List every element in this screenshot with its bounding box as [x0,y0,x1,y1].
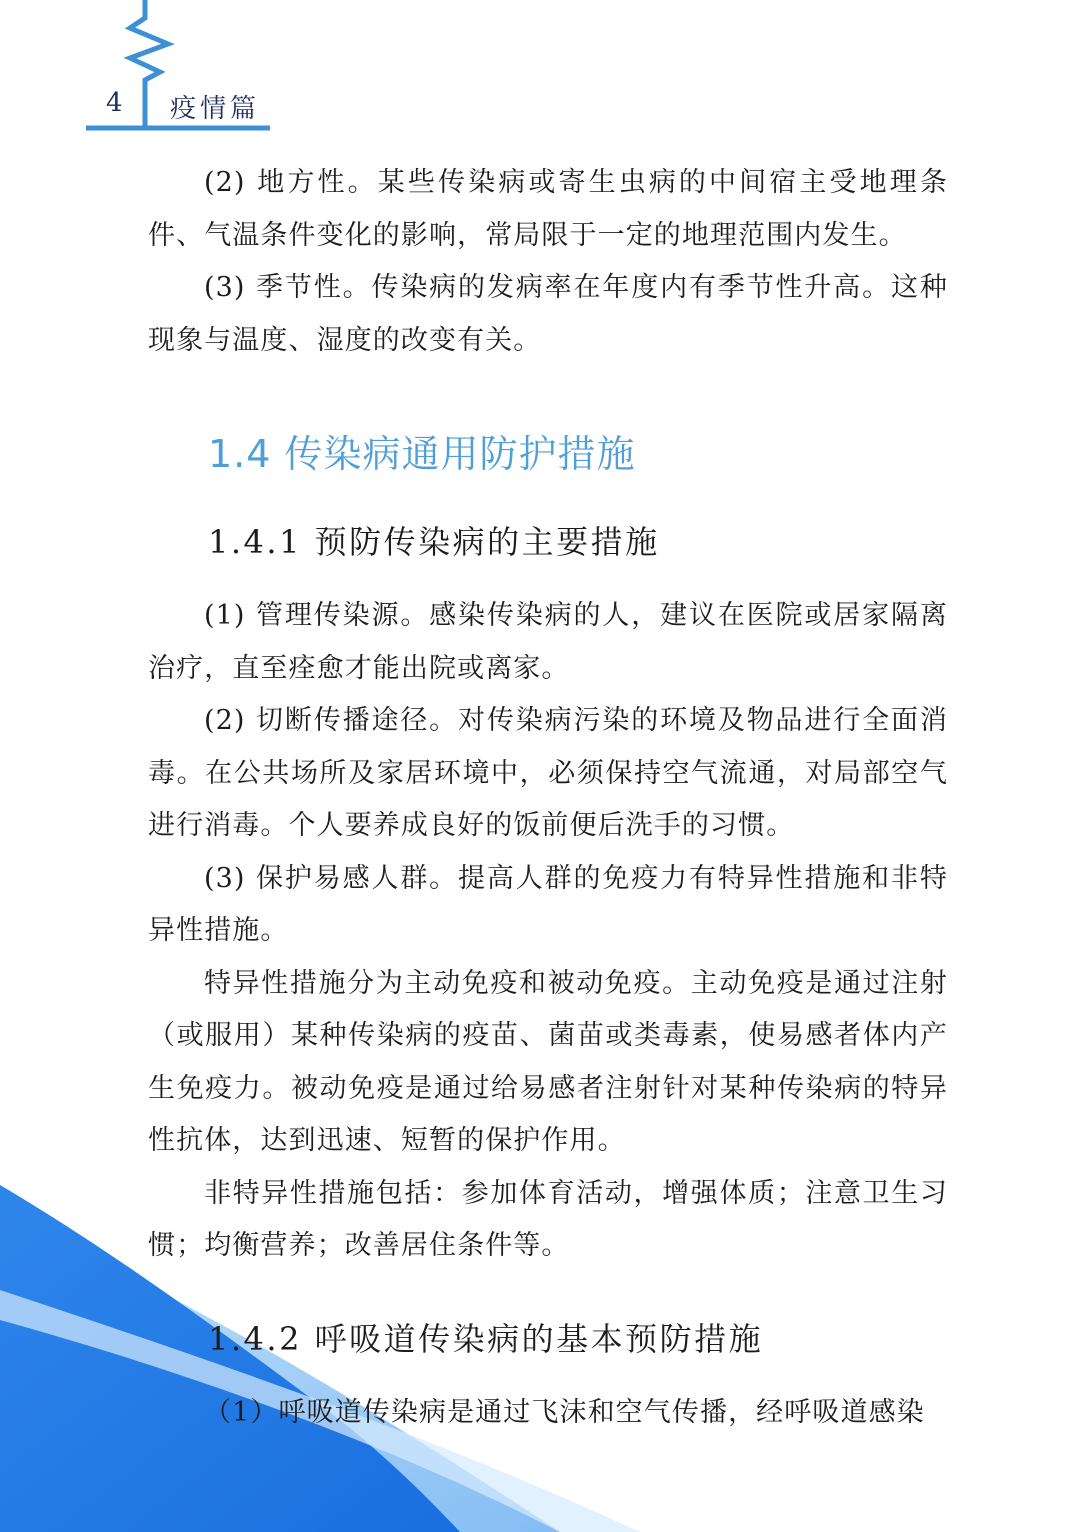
paragraph-respiratory-1: （1）呼吸道传染病是通过飞沫和空气传播，经呼吸道感染 [204,1396,925,1428]
paragraph-protect-susceptible: (3) 保护易感人群。提高人群的免疫力有特异性措施和非特异性措施。 [148,862,948,946]
main-content [148,157,948,1439]
paragraph-cut-transmission: (2) 切断传播途径。对传染病污染的环境及物品进行全面消毒。在公共场所及家居环境中，必须保持空气流通，对局部空气进行消毒。个人要养成良好的饭前便后洗手的习惯。 [148,705,948,841]
section-title: 1.4 传染病通用防护措施 [208,432,636,476]
page-number: 4 [106,88,123,118]
spacer [148,1371,948,1387]
spacer [148,574,948,590]
subsection-title-2: 1.4.2 呼吸道传染病的基本预防措施 [208,1319,764,1358]
paragraph-specific-measures: 特异性措施分为主动免疫和被动免疫。主动免疫是通过注射（或服用）某种传染病的疫苗、菌苗或类毒素，使易感者体内产生免疫力。被动免疫是通过给易感者注射针对某种传染病的特异性抗体，达到迅速、短暂的保护作用。 [148,967,948,1156]
paragraph-endemic: (2) 地方性。某些传染病或寄生虫病的中间宿主受地理条件、气温条件变化的影响，常局限于一定的地理范围内发生。 [148,167,948,251]
running-head: 疫情篇 [170,94,261,124]
paragraph-seasonal: (3) 季节性。传染病的发病率在年度内有季节性升高。这种现象与温度、湿度的改变有关。 [148,272,948,356]
paragraph-manage-source: (1) 管理传染源。感染传染病的人，建议在医院或居家隔离治疗，直至痊愈才能出院或离家。 [148,600,948,684]
subsection-title-1: 1.4.1 预防传染病的主要措施 [208,523,660,561]
paragraph-nonspecific-measures: 非特异性措施包括：参加体育活动，增强体质；注意卫生习惯；均衡营养；改善居住条件等。 [148,1177,948,1261]
zigzag-line-icon [130,0,168,128]
